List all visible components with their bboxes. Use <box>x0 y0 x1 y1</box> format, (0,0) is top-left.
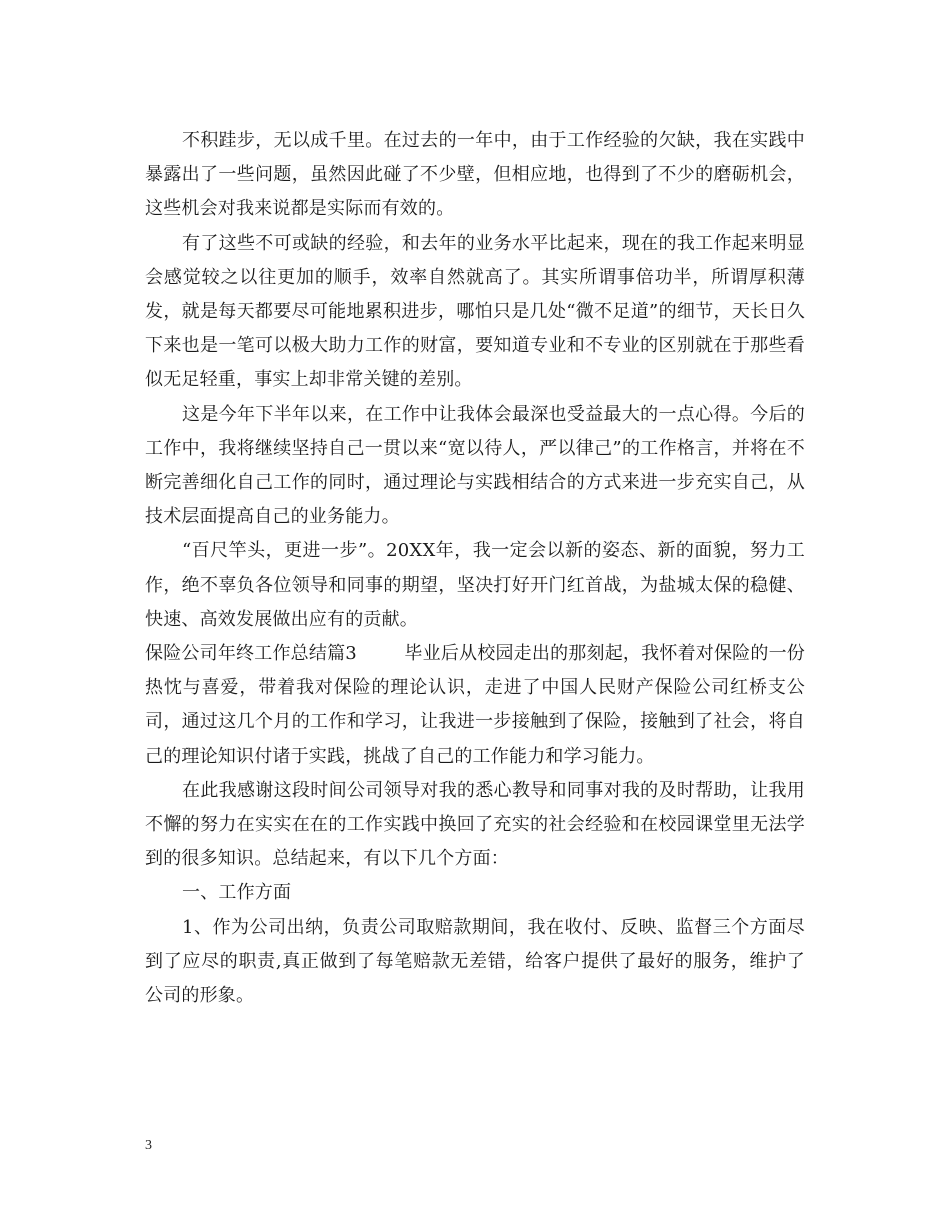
document-body <box>145 124 805 1013</box>
paragraph-4: “百尺竿头，更进一步”。20XX年，我一定会以新的姿态、新的面貌，努力工作，绝不辜负各位领导和同事的期望，坚决打好开门红首战，为盐城太保的稳健、快速、高效发展做出应有的贡献。 <box>145 540 805 630</box>
section-paragraph <box>145 637 805 774</box>
paragraph-8: 1、作为公司出纳，负责公司取赔款期间，我在收付、反映、监督三个方面尽到了应尽的职责,真正做到了每笔赔款无差错，给客户提供了最好的服务，维护了公司的形象。 <box>145 916 805 1007</box>
paragraph-6: 在此我感谢这段时间公司领导对我的悉心教导和同事对我的及时帮助，让我用不懈的努力在实实在在的工作实践中换回了充实的社会经验和在校园课堂里无法学到的很多知识。总结起来，有以下几个方面： <box>145 779 805 870</box>
heading-gap <box>357 643 404 664</box>
paragraph-2: 有了这些不可或缺的经验，和去年的业务水平比起来，现在的我工作起来明显会感觉较之以往更加的顺手，效率自然就高了。其实所谓事倍功半，所谓厚积薄发，就是每天都要尽可能地累积进步，哪怕只是几处“微不足道”的细节，天长日久下来也是一笔可以极大助力工作的财富，要知道专业和不专业的区别就在于那些看似无足轻重，事实上却非常关键的差别。 <box>145 232 805 391</box>
paragraph-1: 不积跬步，无以成千里。在过去的一年中，由于工作经验的欠缺，我在实践中暴露出了一些问题，虽然因此碰了不少壁，但相应地，也得到了不少的磨砺机会，这些机会对我来说都是实际而有效的。 <box>145 130 805 220</box>
section-first-paragraph: 毕业后从校园走出的那刻起，我怀着对保险的一份热忱与喜爱，带着我对保险的理论认识，走进了中国人民财产保险公司红桥支公司，通过这几个月的工作和学习，让我进一步接触到了保险，接触到了社会，将自己的理论知识付诸于实践，挑战了自己的工作能力和学习能力。 <box>145 643 805 767</box>
section-heading: 保险公司年终工作总结篇3 <box>145 643 357 665</box>
paragraph-3: 这是今年下半年以来，在工作中让我体会最深也受益最大的一点心得。今后的工作中，我将继续坚持自己一贯以来“宽以待人，严以律己”的工作格言，并将在不断完善细化自己工作的同时，通过理论与实践相结合的方式来进一步充实自己，从技术层面提高自己的业务能力。 <box>145 403 805 528</box>
page-number: 3 <box>145 1138 152 1153</box>
subheading-work: 一、工作方面 <box>182 882 292 904</box>
